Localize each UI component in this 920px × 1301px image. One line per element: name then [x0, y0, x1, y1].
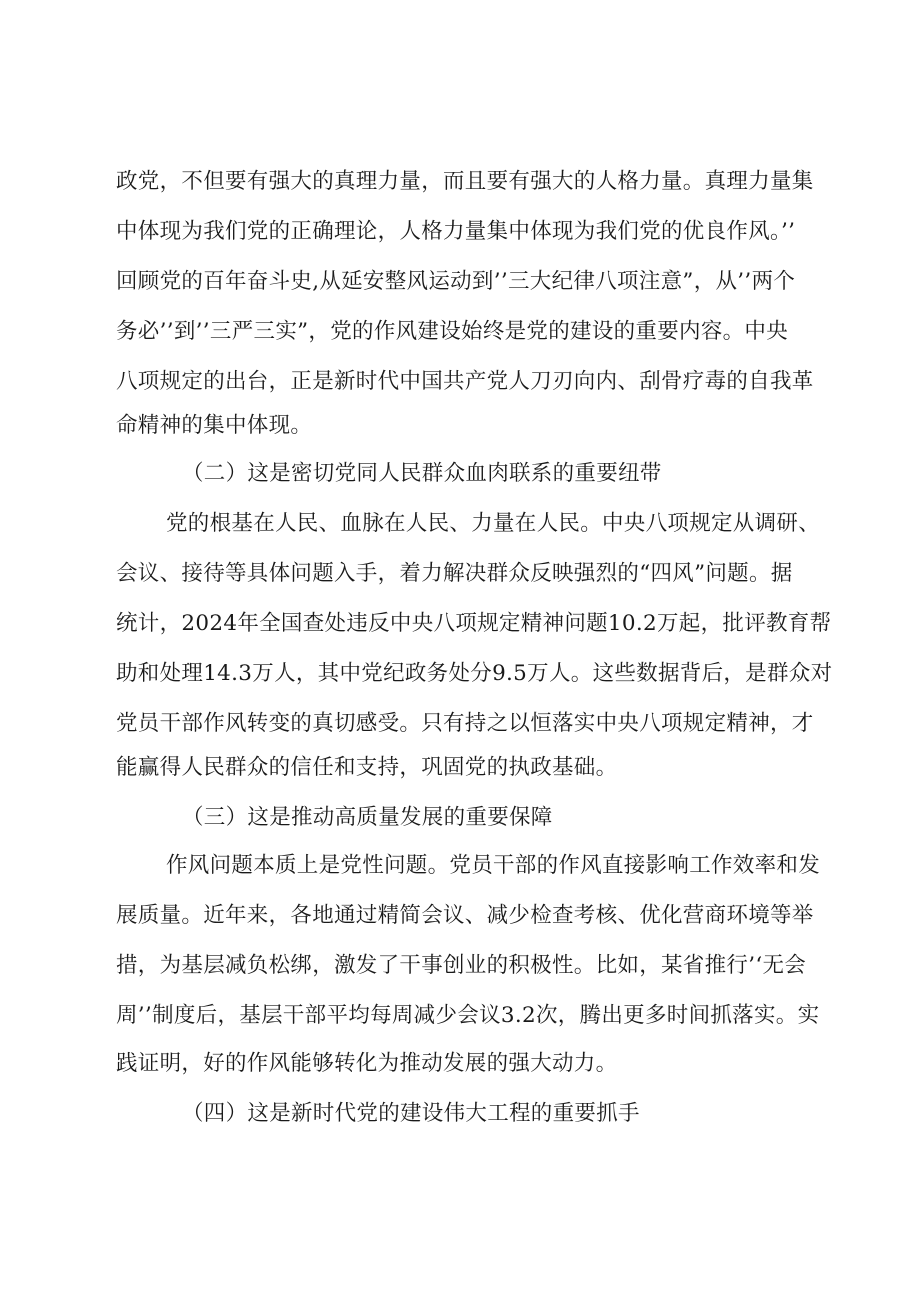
- body-text-line: 务必’’到’’三严三实”，党的作风建设始终是党的建设的重要内容。中央: [116, 319, 789, 344]
- section-heading: （三）这是推动高质量发展的重要保障: [182, 805, 553, 830]
- body-text-line: 践证明，好的作风能够转化为推动发展的强大动力。: [116, 1051, 618, 1076]
- body-text-line: 会议、接待等具体问题入手，着力解决群众反映强烈的“四风”问题。据: [116, 561, 793, 586]
- body-text-line: 展质量。近年来，各地通过精简会议、减少检查考核、优化营商环境等举: [116, 903, 814, 928]
- body-text-line: 党的根基在人民、血脉在人民、力量在人民。中央八项规定从调研、: [166, 511, 821, 536]
- body-text-line: 回顾党的百年奋斗史,从延安整风运动到’’三大纪律八项注意”，从’’两个: [116, 269, 796, 294]
- body-text-line: 作风问题本质上是党性问题。党员干部的作风直接影响工作效率和发: [166, 853, 821, 878]
- body-text-line: 中体现为我们党的正确理论，人格力量集中体现为我们党的优良作风。’’: [116, 219, 796, 244]
- section-heading: （四）这是新时代党的建设伟大工程的重要抓手: [182, 1101, 640, 1126]
- body-text-line: 八项规定的出台，正是新时代中国共产党人刀刃向内、刮骨疗毒的自我革: [116, 369, 814, 394]
- body-text-line: 命精神的集中体现。: [116, 413, 313, 438]
- body-text-line: 周’’制度后，基层干部平均每周减少会议3.2次，腾出更多时间抓落实。实: [116, 1003, 820, 1028]
- body-text-line: 统计，2024年全国查处违反中央八项规定精神问题10.2万起，批评教育帮: [116, 611, 832, 636]
- section-heading: （二）这是密切党同人民群众血肉联系的重要纽带: [182, 461, 662, 486]
- body-text-line: 助和处理14.3万人，其中党纪政务处分9.5万人。这些数据背后，是群众对: [116, 661, 833, 686]
- body-text-line: 政党，不但要有强大的真理力量，而且要有强大的人格力量。真理力量集: [116, 169, 814, 194]
- body-text-line: 措，为基层减负松绑，激发了干事创业的积极性。比如，某省推行’‘无会: [116, 953, 807, 978]
- body-text-line: 能赢得人民群众的信任和支持，巩固党的执政基础。: [116, 755, 618, 780]
- body-text-line: 党员干部作风转变的真切感受。只有持之以恒落实中央八项规定精神，才: [116, 711, 814, 736]
